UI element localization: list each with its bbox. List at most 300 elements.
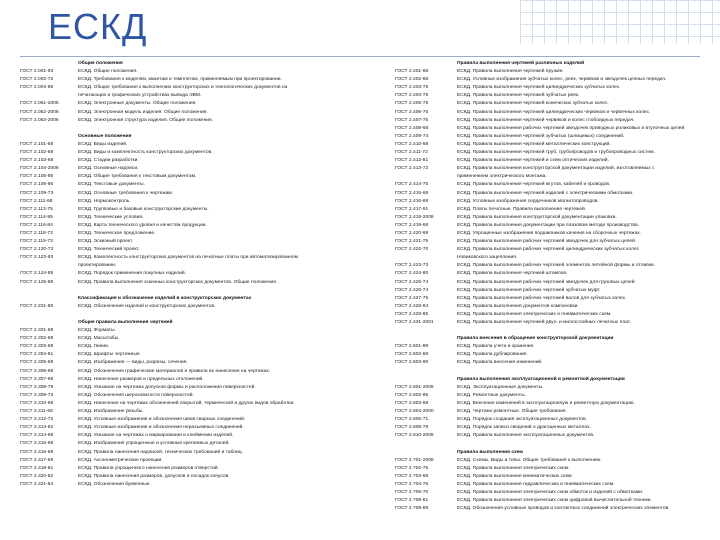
standard-row xyxy=(395,343,705,351)
standard-row xyxy=(20,246,375,254)
standard-code: ГОСТ 2.414-75 xyxy=(395,182,429,188)
standard-row xyxy=(395,76,705,84)
standard-row xyxy=(20,68,375,76)
standard-code: ГОСТ 2.420-69 xyxy=(395,230,429,236)
standard-name: ЕСКД. Правила выполнения чертежей зубчатых реек. xyxy=(457,93,580,99)
standard-name: печатающих и графических устройствах вывода ЭВМ. xyxy=(78,93,202,99)
standard-name: ЕСКД. Аксонометрические проекции. xyxy=(78,457,163,463)
standard-name: ЕСКД. Правила выполнения рабочих чертежей звездочек для зубчатых цепей. xyxy=(457,239,637,245)
standard-row xyxy=(395,246,705,254)
standard-name: ЕСКД. Текстовые документы. xyxy=(78,182,145,188)
standard-name: ЕСКД. Правила выполнения чертежей зубчатых (шлицевых) соединений. xyxy=(457,133,625,139)
standard-name: ЕСКД. Правила выполнения чертежей изделий с электрическими обмотками. xyxy=(457,190,634,196)
standard-row xyxy=(395,68,705,76)
standard-code: ГОСТ 2.422-70 xyxy=(395,247,429,253)
standard-code: ГОСТ 2.314-68 xyxy=(20,433,54,439)
standard-code: ГОСТ 2.102-68 xyxy=(20,150,54,156)
standard-code: ГОСТ 2.053-2006 xyxy=(20,117,59,123)
standard-code: ГОСТ 2.404-75 xyxy=(395,93,429,99)
standard-code: ГОСТ 2.109-73 xyxy=(20,190,54,196)
section-heading xyxy=(20,295,375,303)
standard-name: ЕСКД. Правила выполнения рабочих чертежей звездочек приводных роликовых и втулочных цепей. xyxy=(457,125,686,131)
standard-code: ГОСТ 2.120-73 xyxy=(20,247,54,253)
standard-code: ГОСТ 2.301-68 xyxy=(20,328,54,334)
standard-name: ЕСКД. Указание на чертежах допусков формы и расположения поверхностей. xyxy=(78,384,256,390)
standard-name: ЕСКД. Основные надписи. xyxy=(78,166,139,172)
standard-code: ГОСТ 2.418-2008 xyxy=(395,214,434,220)
standard-code: ГОСТ 2.310-68 xyxy=(20,400,54,406)
standard-code xyxy=(20,92,78,100)
standard-code: ГОСТ 2.406-76 xyxy=(395,109,429,115)
standard-row xyxy=(20,238,375,246)
standard-code: ГОСТ 2.118-73 xyxy=(20,230,53,236)
standard-code: ГОСТ 2.424-80 xyxy=(395,271,429,277)
standard-name: ЕСКД. Правила выполнения электрических и пневматических схем. xyxy=(457,311,612,317)
standard-name: ЕСКД. Правила выполнения рабочих чертежей цилиндрических зубчатых колес xyxy=(457,247,640,253)
standard-code xyxy=(20,133,78,141)
standard-row xyxy=(20,92,375,100)
standard-row xyxy=(395,351,705,359)
standard-row xyxy=(20,481,375,489)
standard-row xyxy=(395,465,705,473)
standard-row xyxy=(20,400,375,408)
standard-name: ЕСКД. Виды изделий. xyxy=(78,141,128,147)
standard-row xyxy=(395,311,705,319)
standard-code: ГОСТ 2.004-88 xyxy=(20,85,54,91)
standard-row xyxy=(395,254,705,262)
standard-code: ГОСТ 2.201-80 xyxy=(20,303,54,309)
standard-code: ГОСТ 2.405-75 xyxy=(395,101,429,107)
standard-name: ЕСКД. Техническое предложение. xyxy=(78,230,156,236)
standard-row xyxy=(20,457,375,465)
standard-row xyxy=(20,303,375,311)
standard-name: ЕСКД. Обозначения шероховатости поверхностей. xyxy=(78,392,194,398)
standard-code: ГОСТ 2.429-85 xyxy=(395,311,429,317)
standard-row xyxy=(20,190,375,198)
standard-row xyxy=(20,181,375,189)
standard-name: ЕСКД. Правила выполнения электрических схем. xyxy=(457,465,570,471)
standard-name: ЕСКД. Условные изображения и обозначения неразъемных соединений. xyxy=(78,425,244,431)
standard-code: ГОСТ 2.106-96 xyxy=(20,182,54,188)
standard-row xyxy=(395,190,705,198)
standard-name: ЕСКД. Условные изображения зубчатых колес, реек, червяков и звездочек цепных передач. xyxy=(457,77,667,83)
standard-name: ЕСКД. Правила выполнения гидравлических и пневматических схем. xyxy=(457,481,615,487)
standard-name: ЕСКД. Шрифты чертежные. xyxy=(78,352,141,358)
standard-name: ЕСКД. Правила выполнения документации при плазовом методе производства. xyxy=(457,222,639,228)
standard-name: ЕСКД. Платы печатные. Правила выполнения чертежей. xyxy=(457,206,587,212)
standard-name: ЕСКД. Правила выполнения чертежей труб, трубопроводов и трубопроводных систем. xyxy=(457,150,655,156)
standard-row xyxy=(395,92,705,100)
standard-name: ЕСКД. Правила выполнения рабочих чертежей валов для зубчатых колес. xyxy=(457,295,627,301)
standard-name: ЕСКД. Обозначения условные проводов и контактных соединений электрических элементов. xyxy=(457,506,670,512)
standard-code: ГОСТ 2.304-81 xyxy=(20,352,54,358)
spacer xyxy=(20,125,375,133)
standard-row xyxy=(395,457,705,465)
standard-code xyxy=(395,173,457,181)
section-heading xyxy=(395,376,705,384)
standard-row xyxy=(20,254,375,262)
standard-code: ГОСТ 2.703-68 xyxy=(395,473,429,479)
standard-row xyxy=(20,449,375,457)
standard-code: ГОСТ 2.419-68 xyxy=(395,222,429,228)
standard-row xyxy=(395,400,705,408)
standard-code: ГОСТ 2.423-73 xyxy=(395,263,429,269)
section-label: Классификация и обозначение изделий в конструкторских документах xyxy=(78,295,252,301)
standard-name: ЕСКД. Правила выполнения конструкторской документации изделий, изготовляемых с xyxy=(457,166,655,172)
standard-row xyxy=(395,133,705,141)
standard-row xyxy=(395,505,705,513)
spacer xyxy=(395,440,705,448)
standard-name: ЕСКД. Основные требования к чертежам. xyxy=(78,190,174,196)
standard-row xyxy=(395,497,705,505)
standard-row xyxy=(20,359,375,367)
standard-row xyxy=(20,279,375,287)
standard-code xyxy=(20,319,78,327)
standard-name: ЕСКД. Электронная структура изделия. Общие положения. xyxy=(78,117,214,123)
standard-name: ЕСКД. Изображения упрощенные и условные крепежных деталей. xyxy=(78,441,230,447)
standard-row xyxy=(395,287,705,295)
standard-name: ЕСКД. Порядок записи сведений о драгоценных металлах. xyxy=(457,425,591,431)
standard-code: ГОСТ 2.502-68 xyxy=(395,352,429,358)
standard-code: ГОСТ 2.303-68 xyxy=(20,344,54,350)
standard-row xyxy=(20,327,375,335)
standard-code xyxy=(20,295,78,303)
standard-row xyxy=(395,214,705,222)
standard-row xyxy=(20,408,375,416)
standard-code: ГОСТ 2.427-75 xyxy=(395,295,429,301)
standard-row xyxy=(395,424,705,432)
standard-name: ЕСКД. Нанесение размеров и предельных отклонений. xyxy=(78,376,204,382)
standard-name: ЕСКД. Технический проект. xyxy=(78,247,140,253)
standard-code xyxy=(395,254,457,262)
standard-name: ЕСКД. Правила выполнения чертежей металлических конструкций. xyxy=(457,141,611,147)
standard-code: ГОСТ 2.001-93 xyxy=(20,69,54,75)
standard-code: ГОСТ 2.702-75 xyxy=(395,465,429,471)
standard-code: ГОСТ 2.603-68 xyxy=(395,400,429,406)
standard-row xyxy=(20,440,375,448)
standard-code: ГОСТ 2.402-68 xyxy=(395,77,429,83)
standard-name: ЕСКД. Порядок применения покупных изделий. xyxy=(78,271,186,277)
standard-name: ЕСКД. Эскизный проект. xyxy=(78,239,134,245)
standard-row xyxy=(395,222,705,230)
standard-code: ГОСТ 2.610-2006 xyxy=(395,433,434,439)
standard-code: ГОСТ 2.113-75 xyxy=(20,206,53,212)
standard-name: ЕСКД. Правила выполнения рабочих чертежей звездочек для грузовых цепей. xyxy=(457,279,636,285)
standard-row xyxy=(395,262,705,270)
section-label: Правила выполнения чертежей различных изделий xyxy=(457,61,585,66)
standard-name: ЕСКД. Стадии разработки. xyxy=(78,158,139,164)
standard-row xyxy=(395,473,705,481)
standard-name: ЕСКД. Форматы. xyxy=(78,328,116,334)
standard-name: ЕСКД. Электронные документы. Общие положения. xyxy=(78,101,197,107)
standard-code: ГОСТ 2.103-68 xyxy=(20,158,54,164)
standard-code: ГОСТ 2.604-2000 xyxy=(395,409,434,415)
standard-code: ГОСТ 2.410-68 xyxy=(395,141,429,147)
standard-name: ЕСКД. Общие требования к выполнению конструкторских и технологических документов на xyxy=(78,85,288,91)
standard-name: ЕСКД. Технические условия. xyxy=(78,214,144,220)
standard-name: ЕСКД. Общие требования к текстовым документам. xyxy=(78,174,197,180)
section-label: Правила выполнения схем xyxy=(457,449,523,455)
header-divider xyxy=(20,56,700,57)
standard-code: ГОСТ 2.101-68 xyxy=(20,141,54,147)
standard-row xyxy=(20,335,375,343)
standard-row xyxy=(20,214,375,222)
standard-code: ГОСТ 2.425-74 xyxy=(395,279,429,285)
standard-row xyxy=(20,432,375,440)
right-standards-column xyxy=(395,60,705,513)
standard-row xyxy=(20,84,375,92)
header-grid-decoration xyxy=(520,0,720,44)
standard-code: ГОСТ 2.704-76 xyxy=(395,481,429,487)
standard-code: ГОСТ 2.315-68 xyxy=(20,441,54,447)
standard-row xyxy=(395,230,705,238)
standard-code: ГОСТ 2.403-75 xyxy=(395,85,429,91)
standard-row xyxy=(395,165,705,173)
standard-name: ЕСКД. Правила выполнения кинематических схем. xyxy=(457,473,573,479)
standard-name: ЕСКД. Правила выполнения рабочих чертежей элементов литейной формы и отливки. xyxy=(457,263,656,269)
standard-name: ЕСКД. Правила дублирования. xyxy=(457,352,528,358)
standard-name: ЕСКД. Нанесение на чертежах обозначений покрытий, термической и других видов обработки. xyxy=(78,400,295,406)
standard-code: ГОСТ 2.305-68 xyxy=(20,360,54,366)
standard-row xyxy=(20,473,375,481)
standard-code: ГОСТ 2.104-2006 xyxy=(20,166,59,172)
standard-row xyxy=(20,76,375,84)
standard-row xyxy=(20,173,375,181)
standard-code: ГОСТ 2.318-81 xyxy=(20,465,54,471)
standard-name: ЕСКД. Правила выполнения чертежей цилиндрических зубчатых колес. xyxy=(457,85,621,91)
standard-name: ЕСКД. Нормоконтроль. xyxy=(78,198,131,204)
standard-name: ЕСКД. Масштабы. xyxy=(78,336,120,342)
section-label: Общие положения xyxy=(78,61,123,66)
standard-name: Новиковского зацепления. xyxy=(457,255,518,261)
standard-row xyxy=(395,109,705,117)
standard-code: ГОСТ 2.417-91 xyxy=(395,206,429,212)
spacer xyxy=(395,368,705,376)
standard-name: ЕСКД. Правила выполнения чертежей червяков и колес глобоидных передач. xyxy=(457,117,635,123)
standard-code: ГОСТ 2.409-74 xyxy=(395,133,429,139)
standard-code: ГОСТ 2.317-69 xyxy=(20,457,54,463)
standard-code: ГОСТ 2.124-85 xyxy=(20,271,54,277)
standard-row xyxy=(395,416,705,424)
standard-name: ЕСКД. Групповые и базовые конструкторские документы. xyxy=(78,206,209,212)
standard-row xyxy=(395,481,705,489)
standard-code: ГОСТ 2.705-70 xyxy=(395,489,429,495)
standard-code: ГОСТ 2.306-68 xyxy=(20,368,54,374)
standard-row xyxy=(20,141,375,149)
spacer xyxy=(20,287,375,295)
standard-code: ГОСТ 2.311-68 xyxy=(20,409,53,415)
spacer xyxy=(395,327,705,335)
standard-name: ЕСКД. Условные изображения и обозначения швов сварных соединений. xyxy=(78,417,246,423)
standard-code: ГОСТ 2.114-95 xyxy=(20,214,53,220)
standard-name: ЕСКД. Обозначения буквенные. xyxy=(78,481,151,487)
standard-row xyxy=(395,270,705,278)
standard-row xyxy=(20,149,375,157)
standard-row xyxy=(395,173,705,181)
standard-code: ГОСТ 2.123-93 xyxy=(20,255,54,261)
standard-code: ГОСТ 2.602-95 xyxy=(395,392,429,398)
standard-row xyxy=(395,149,705,157)
standard-name: ЕСКД. Правила выполнения чертежей пружин. xyxy=(457,69,564,75)
standard-row xyxy=(20,222,375,230)
standard-name: ЕСКД. Правила выполнения рабочих чертежей зубчатых муфт. xyxy=(457,287,601,293)
section-heading xyxy=(395,335,705,343)
standard-code: ГОСТ 2.307-68 xyxy=(20,376,54,382)
standard-name: ЕСКД. Правила выполнения документов компоновки. xyxy=(457,303,579,309)
standard-name: ЕСКД. Правила выполнения чертежей и схем оптических изделий. xyxy=(457,158,609,164)
standard-code: ГОСТ 2.407-75 xyxy=(395,117,429,123)
standard-code: ГОСТ 2.411-72 xyxy=(395,150,428,156)
standard-row xyxy=(395,408,705,416)
standard-name: ЕСКД. Общие положения. xyxy=(78,69,138,75)
standard-row xyxy=(395,100,705,108)
standard-code: ГОСТ 2.316-68 xyxy=(20,449,54,455)
standard-name: ЕСКД. Правила нанесения надписей, технических требований и таблиц. xyxy=(78,449,243,455)
standard-name: ЕСКД. Обозначения графические материалов и правила их нанесения на чертежах. xyxy=(78,368,271,374)
standard-code: ГОСТ 2.413-72 xyxy=(395,166,429,172)
standard-code xyxy=(20,262,78,270)
standard-code: ГОСТ 2.116-84 xyxy=(20,222,53,228)
standard-row xyxy=(395,392,705,400)
standard-name: ЕСКД. Правила учета и хранения. xyxy=(457,344,535,350)
standard-code xyxy=(395,449,457,457)
standard-code: ГОСТ 2.416-68 xyxy=(395,198,429,204)
standard-row xyxy=(20,376,375,384)
standard-name: проектировании. xyxy=(78,263,117,269)
section-heading xyxy=(20,60,375,68)
standard-row xyxy=(395,303,705,311)
standard-code: ГОСТ 2.408-68 xyxy=(395,125,429,131)
standard-code: ГОСТ 2.501-88 xyxy=(395,344,429,350)
standard-row xyxy=(395,238,705,246)
standard-row xyxy=(395,117,705,125)
standard-name: ЕСКД. Обозначение изделий и конструкторских документов. xyxy=(78,303,216,309)
standard-name: ЕСКД. Карта технического уровня и качества продукции. xyxy=(78,222,207,228)
standard-code: ГОСТ 2.320-82 xyxy=(20,473,54,479)
standard-code xyxy=(395,60,457,68)
section-label: Правила выполнения эксплуатационной и ремонтной документации xyxy=(457,376,625,382)
standard-code: ГОСТ 2.708-81 xyxy=(395,498,429,504)
standard-row xyxy=(20,465,375,473)
standard-row xyxy=(20,206,375,214)
standard-name: ЕСКД. Условные изображения сердечников магнитопроводов. xyxy=(457,198,599,204)
standard-code: ГОСТ 2.601-2006 xyxy=(395,384,434,390)
standard-code: ГОСТ 2.709-89 xyxy=(395,506,429,512)
standard-row xyxy=(20,100,375,108)
standard-name: ЕСКД. Требования к моделям, макетам и темплетам, применяемым при проектировании. xyxy=(78,77,282,83)
standard-code: ГОСТ 2.608-78 xyxy=(395,425,429,431)
standard-name: ЕСКД. Эксплуатационные документы. xyxy=(457,384,544,390)
standard-name: ЕСКД. Правила выполнения конструкторской документации упаковки. xyxy=(457,214,617,220)
standard-row xyxy=(20,198,375,206)
standard-row xyxy=(20,384,375,392)
standard-row xyxy=(395,141,705,149)
standard-name: ЕСКД. Правила выполнения чертежей двух- и многослойных печатных плат. xyxy=(457,320,631,325)
standard-code xyxy=(395,335,457,343)
standard-row xyxy=(20,392,375,400)
standard-row xyxy=(20,368,375,376)
standard-name: ЕСКД. Правила выполнения чертежей штампов. xyxy=(457,271,568,277)
standard-name: ЕСКД. Указания на чертежах о маркировании и клеймении изделий. xyxy=(78,433,234,439)
standard-row xyxy=(20,230,375,238)
standard-name: ЕСКД. Правила внесения изменений. xyxy=(457,360,543,366)
standard-code: ГОСТ 2.415-68 xyxy=(395,190,429,196)
standard-row xyxy=(395,157,705,165)
standard-code: ГОСТ 2.312-72 xyxy=(20,417,54,423)
standard-code xyxy=(395,376,457,384)
standard-name: ЕСКД. Правила выполнения чертежей цилиндрических червяков и червячных колес. xyxy=(457,109,651,115)
standard-code: ГОСТ 2.119-73 xyxy=(20,239,53,245)
standard-row xyxy=(395,84,705,92)
section-heading xyxy=(20,319,375,327)
standard-code: ГОСТ 2.051-2006 xyxy=(20,101,59,107)
standard-code: ГОСТ 2.111-68 xyxy=(20,198,53,204)
standard-row xyxy=(395,319,705,327)
standard-name: ЕСКД. Схемы. Виды и типы. Общие требования к выполнению. xyxy=(457,457,602,463)
standard-name: ЕСКД. Правила выполнения чертежей конических зубчатых колес. xyxy=(457,101,609,107)
standard-name: ЕСКД. Правила выполнения электрических схем обмоток и изделий с обмотками. xyxy=(457,489,644,495)
standard-code: ГОСТ 2.401-68 xyxy=(395,69,429,75)
section-heading xyxy=(20,133,375,141)
section-label: Основные положения xyxy=(78,133,132,139)
standard-row xyxy=(20,351,375,359)
section-label: Правила внесения в обращение конструкторской документации xyxy=(457,336,614,342)
standard-row xyxy=(20,424,375,432)
standard-name: ЕСКД. Изображения — виды, разрезы, сечения. xyxy=(78,360,188,366)
standard-code: ГОСТ 2.426-74 xyxy=(395,287,429,293)
left-standards-column xyxy=(20,60,375,489)
standard-code: ГОСТ 2.302-68 xyxy=(20,336,54,342)
standard-code: ГОСТ 2.002-72 xyxy=(20,77,54,83)
standard-row xyxy=(20,343,375,351)
standard-row xyxy=(20,109,375,117)
spacer xyxy=(20,311,375,319)
standard-row xyxy=(395,295,705,303)
standard-row xyxy=(395,198,705,206)
standard-name: ЕСКД. Правила упрощенного нанесения размеров отверстий. xyxy=(78,465,219,471)
standard-row xyxy=(20,270,375,278)
standard-code: ГОСТ 2.421-75 xyxy=(395,239,429,245)
standard-name: ЕСКД. Правила выполнения эксплуатационных документов. xyxy=(457,433,595,439)
standard-code: ГОСТ 2.105-95 xyxy=(20,174,54,180)
standard-name: ЕСКД. Правила нанесения размеров, допусков и посадок конусов. xyxy=(78,473,230,479)
standard-name: ЕСКД. Линии. xyxy=(78,344,110,350)
standard-code: ГОСТ 2.309-73 xyxy=(20,392,54,398)
standard-name: ЕСКД. Правила выполнения чертежей жгутов, кабелей и проводов. xyxy=(457,182,611,188)
standard-row xyxy=(395,279,705,287)
page-title: ЕСКД xyxy=(48,6,148,47)
standard-row xyxy=(395,432,705,440)
standard-row xyxy=(395,359,705,367)
standard-name: ЕСКД. Правила выполнения электрических схем цифровой вычислительной техники. xyxy=(457,498,652,504)
standard-code: ГОСТ 2.606-71 xyxy=(395,417,429,423)
standard-row xyxy=(395,489,705,497)
standard-name: ЕСКД. Изображение резьбы. xyxy=(78,409,144,415)
standard-row xyxy=(20,157,375,165)
standard-code: ГОСТ 2.412-81 xyxy=(395,158,429,164)
standard-code: ГОСТ 2.428-84 xyxy=(395,303,429,309)
standard-name: ЕСКД. Правила выполнения эскизных конструкторских документов. Общие положения. xyxy=(78,279,278,285)
standard-code: ГОСТ 2.313-82 xyxy=(20,425,54,431)
standard-code xyxy=(20,60,78,68)
standard-row xyxy=(20,165,375,173)
standard-row xyxy=(395,206,705,214)
section-label: Общие правила выполнения чертежей xyxy=(78,320,173,325)
section-heading xyxy=(395,60,705,68)
standard-row xyxy=(395,181,705,189)
standard-name: ЕСКД. Виды и комплектность конструкторских документов. xyxy=(78,150,213,156)
standard-code: ГОСТ 2.701-2008 xyxy=(395,457,434,463)
